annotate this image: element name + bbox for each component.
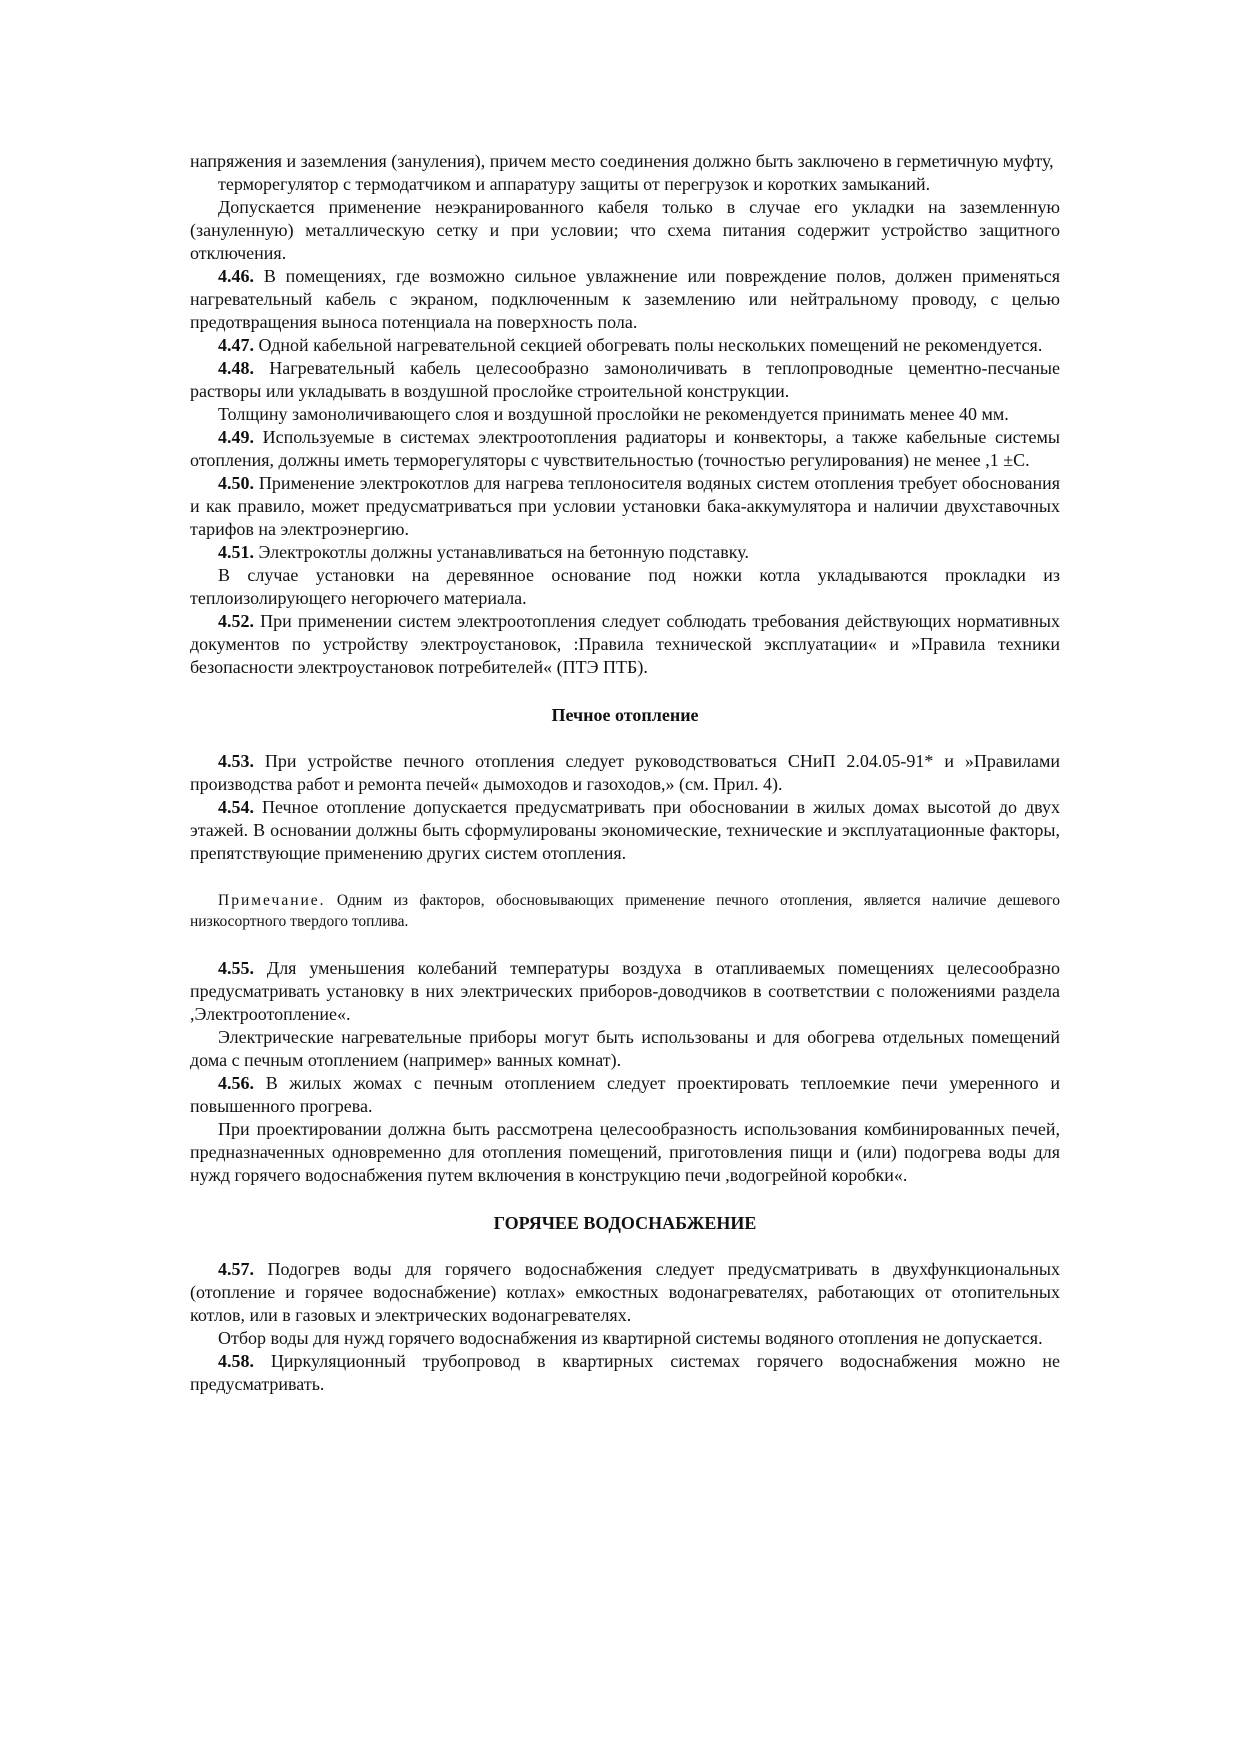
note-label: Примечание. xyxy=(218,892,326,909)
clause-4-49 xyxy=(190,426,1060,472)
clause-4-58 xyxy=(190,1350,1060,1396)
clause-4-47 xyxy=(190,334,1060,357)
clause-text: Применение электрокотлов для нагрева теплоносителя водяных систем отопления требует обоснования и как правило, может предусматриваться при условии установки бака-аккумулятора и наличии двухставочных тарифов на электроэнергию. xyxy=(190,473,1060,539)
note xyxy=(190,890,1060,932)
clause-4-50 xyxy=(190,472,1060,541)
clause-4-54 xyxy=(190,796,1060,865)
clause-4-57 xyxy=(190,1258,1060,1327)
note-text: Одним из факторов, обосновывающих применение печного отопления, является наличие дешевого низкосортного твердого топлива. xyxy=(190,892,1060,930)
paragraph: терморегулятор с термодатчиком и аппаратуру защиты от перегрузок и коротких замыканий. xyxy=(218,174,931,194)
clause-number: 4.48. xyxy=(218,358,254,378)
clause-number: 4.49. xyxy=(218,427,254,447)
clause-text: В жилых жомах с печным отоплением следует проектировать теплоемкие печи умеренного и повышенного прогрева. xyxy=(190,1073,1060,1116)
clause-number: 4.53. xyxy=(218,751,254,771)
clause-text: В помещениях, где возможно сильное увлажнение или повреждение полов, должен применяться нагревательный кабель с экраном, подключенным к заземлению или нейтральному проводу, с целью предотвращения выноса потенциала на поверхность пола. xyxy=(190,266,1060,332)
clause-text: Печное отопление допускается предусматривать при обосновании в жилых домах высотой до двух этажей. В основании должны быть сформулированы экономические, технические и эксплуатационные факторы, препятствующие применению других систем отопления. xyxy=(190,797,1060,863)
clause-number: 4.50. xyxy=(218,473,254,493)
clause-number: 4.51. xyxy=(218,542,254,562)
paragraph: В случае установки на деревянное основание под ножки котла укладываются прокладки из теплоизолирующего негорючего материала. xyxy=(190,565,1060,608)
clause-4-52 xyxy=(190,610,1060,679)
clause-4-53 xyxy=(190,750,1060,796)
clause-number: 4.52. xyxy=(218,611,254,631)
clause-4-51 xyxy=(190,541,1060,564)
paragraph: Электрические нагревательные приборы могут быть использованы и для обогрева отдельных помещений дома с печным отоплением (например» ванных комнат). xyxy=(190,1027,1060,1070)
clause-number: 4.47. xyxy=(218,335,254,355)
clause-text: Циркуляционный трубопровод в квартирных системах горячего водоснабжения можно не предусматривать. xyxy=(190,1351,1060,1394)
clause-4-46 xyxy=(190,265,1060,334)
clause-number: 4.55. xyxy=(218,958,254,978)
clause-4-56 xyxy=(190,1072,1060,1118)
clause-text: Электрокотлы должны устанавливаться на бетонную подставку. xyxy=(254,542,749,562)
clause-text: Для уменьшения колебаний температуры воздуха в отапливаемых помещениях целесообразно предусматривать установку в них электрических приборов-доводчиков в соответствии с положениями раздела ,Электроотопление«. xyxy=(190,958,1060,1024)
clause-number: 4.46. xyxy=(218,266,254,286)
clause-number: 4.57. xyxy=(218,1259,254,1279)
clause-text: Одной кабельной нагревательной секцией обогревать полы нескольких помещений не рекомендуется. xyxy=(254,335,1043,355)
clause-number: 4.54. xyxy=(218,797,254,817)
clause-text: Подогрев воды для горячего водоснабжения следует предусматривать в двухфункциональных (отопление и горячее водоснабжение) котлах» емкостных водонагревателях, работающих от отопительных котлов, или в газовых и электрических водонагревателях. xyxy=(190,1259,1060,1325)
clause-text: При применении систем электроотопления следует соблюдать требования действующих нормативных документов по устройству электроустановок, :Правила технической эксплуатации« и »Правила техники безопасности электроустановок потребителей« (ПТЭ ПТБ). xyxy=(190,611,1060,677)
clause-4-55 xyxy=(190,957,1060,1026)
section-heading-stove-heating: Печное отопление xyxy=(551,705,699,725)
document-page xyxy=(190,150,1060,1396)
paragraph: При проектировании должна быть рассмотрена целесообразность использования комбинированных печей, предназначенных одновременно для отопления помещений, приготовления пищи и (или) подогрева воды для нужд горячего водоснабжения путем включения в конструкцию печи ,водогрейной коробки«. xyxy=(190,1119,1060,1185)
section-heading-hot-water: ГОРЯЧЕЕ ВОДОСНАБЖЕНИЕ xyxy=(493,1213,757,1233)
clause-4-48 xyxy=(190,357,1060,403)
paragraph: Толщину замоноличивающего слоя и воздушной прослойки не рекомендуется принимать менее 40 мм. xyxy=(218,404,1009,424)
paragraph: напряжения и заземления (зануления), причем место соединения должно быть заключено в герметичную муфту, xyxy=(190,151,1054,171)
clause-text: При устройстве печного отопления следует руководствоваться СНиП 2.04.05-91* и »Правилами производства работ и ремонта печей« дымоходов и газоходов,» (см. Прил. 4). xyxy=(190,751,1060,794)
clause-text: Нагревательный кабель целесообразно замоноличивать в теплопроводные цементно-песчаные растворы или укладывать в воздушной прослойке строительной конструкции. xyxy=(190,358,1060,401)
clause-number: 4.58. xyxy=(218,1351,254,1371)
paragraph: Отбор воды для нужд горячего водоснабжения из квартирной системы водяного отопления не допускается. xyxy=(218,1328,1043,1348)
clause-text: Используемые в системах электроотопления радиаторы и конвекторы, а также кабельные системы отопления, должны иметь терморегуляторы с чувствительностью (точностью регулирования) не менее ,1 ±С. xyxy=(190,427,1060,470)
paragraph: Допускается применение неэкранированного кабеля только в случае его укладки на заземленную (зануленную) металлическую сетку и при условии; что схема питания содержит устройство защитного отключения. xyxy=(190,197,1060,263)
clause-number: 4.56. xyxy=(218,1073,254,1093)
